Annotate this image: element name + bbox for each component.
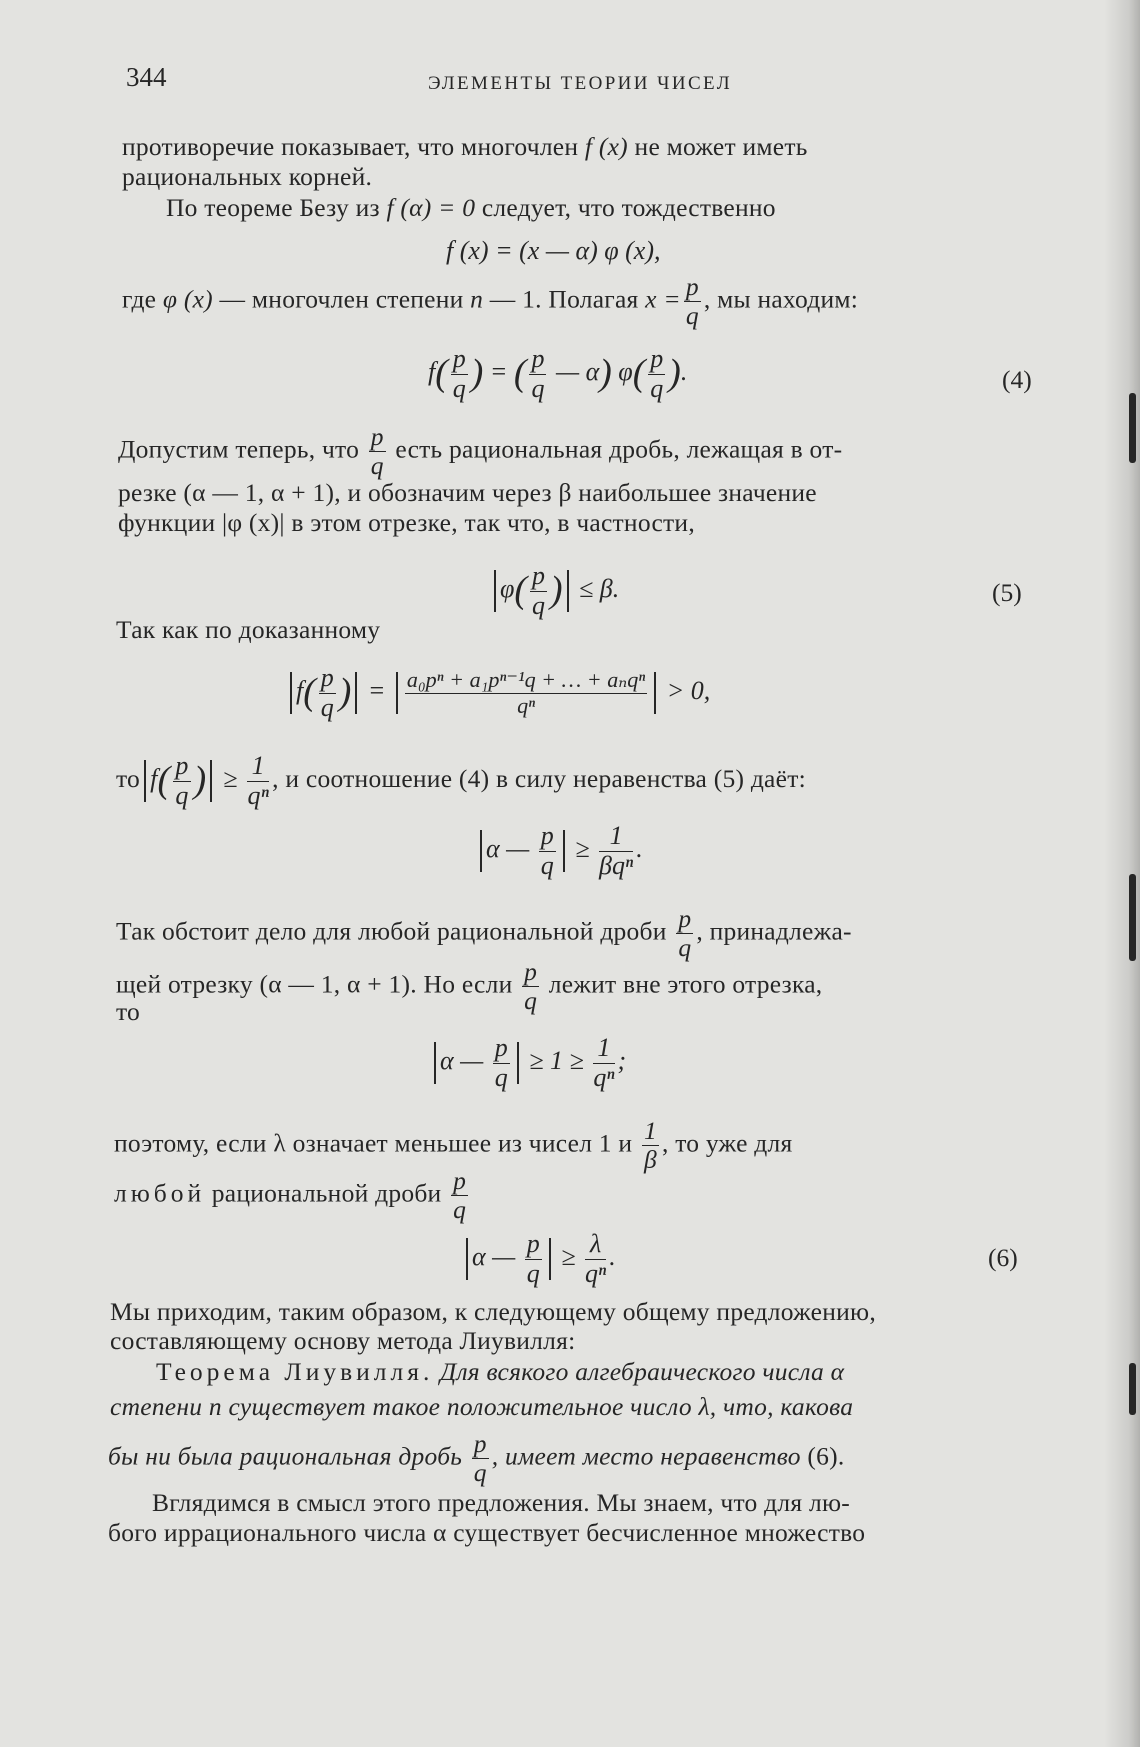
text-line: любой рациональной дроби $\frac{p}{q}$	[114, 1166, 467, 1225]
running-head: ЭЛЕМЕНТЫ ТЕОРИИ ЧИСЕЛ	[428, 73, 733, 94]
theorem-line: бы ни была рациональная дробь $\frac{p}{q}$ , имеет место неравенство (6).	[108, 1429, 845, 1488]
text-line: резке (α — 1, α + 1), и обозначим через β наибольшее значение	[118, 478, 817, 507]
text-line: Мы приходим, таким образом, к следующему общему предложению,	[110, 1297, 876, 1326]
text-line: поэтому, если λ означает меньшее из чисел 1 и $\frac{1}{\beta}$ , то уже для	[114, 1116, 793, 1175]
page-edge-mark	[1129, 874, 1136, 961]
page-number: 344	[126, 62, 167, 92]
equation: f (x) = (x — α) φ (x),	[446, 236, 661, 265]
equation: f( $\frac{p}{q}$ ) = $\frac{\text{a₀pⁿ + a₁pⁿ⁻¹q + … + aₙqⁿ}}{\text{qⁿ}}$ > 0,	[286, 664, 710, 722]
text-line: противоречие показывает, что многочлен f (x) не может иметь	[122, 132, 808, 161]
equation-number: (5)	[992, 578, 1022, 607]
text-line: то	[116, 997, 141, 1026]
text-line: где φ (x) — многочлен степени n — 1. Полагая x = $\frac{p}{q}$ , мы находим:	[122, 272, 859, 331]
equation-6: α — $\frac{p}{q}$ ≥ $\frac{\lambda}{\text{qⁿ}}$ .	[462, 1230, 616, 1288]
equation-4: f( $\frac{p}{q}$ ) = ( $\frac{p}{q}$ — α) φ( $\frac{p}{q}$ ).	[428, 344, 688, 403]
text-line: составляющему основу метода Лиувилля:	[110, 1326, 576, 1355]
equation-5: φ( $\frac{p}{q}$ ) ≤ β.	[490, 562, 619, 620]
theorem-line: степени n существует такое положительное число λ, что, какова	[110, 1392, 854, 1421]
text-line: По теореме Безу из f (α) = 0 следует, что тождественно	[166, 193, 776, 222]
text-line: Допустим теперь, что $\frac{p}{q}$ есть рациональная дробь, лежащая в от-	[118, 422, 843, 481]
text-line: функции |φ (x)| в этом отрезке, так что, в частности,	[118, 508, 695, 537]
text-line: щей отрезку (α — 1, α + 1). Но если $\frac{p}{q}$ лежит вне этого отрезка,	[116, 957, 823, 1016]
equation: α — $\frac{p}{q}$ ≥ 1 ≥ $\frac{1}{\text{qⁿ}}$ ;	[430, 1034, 626, 1092]
theorem-line: Теорема Лиувилля. Для всякого алгебраического числа α	[156, 1357, 845, 1386]
page-edge-mark	[1129, 393, 1136, 463]
page-edge-mark	[1129, 1363, 1136, 1415]
equation-number: (6)	[988, 1243, 1018, 1272]
text-line: Так как по доказанному	[116, 615, 381, 644]
text-line: то f( $\frac{p}{q}$ ) ≥ $\frac{1}{\text{qⁿ}}$ , и соотношение (4) в силу неравенства (5) даёт:	[116, 751, 806, 810]
equation: α — $\frac{p}{q}$ ≥ $\frac{1}{\text{βqⁿ}}$ .	[476, 822, 643, 880]
text-line: бого иррационального числа α существует бесчисленное множество	[108, 1518, 866, 1547]
equation-number: (4)	[1002, 365, 1032, 394]
text-line: Вглядимся в смысл этого предложения. Мы знаем, что для лю-	[152, 1488, 850, 1517]
text-line: Так обстоит дело для любой рациональной дроби $\frac{p}{q}$ , принадлежа-	[116, 904, 852, 963]
text-line: рациональных корней.	[122, 162, 373, 191]
